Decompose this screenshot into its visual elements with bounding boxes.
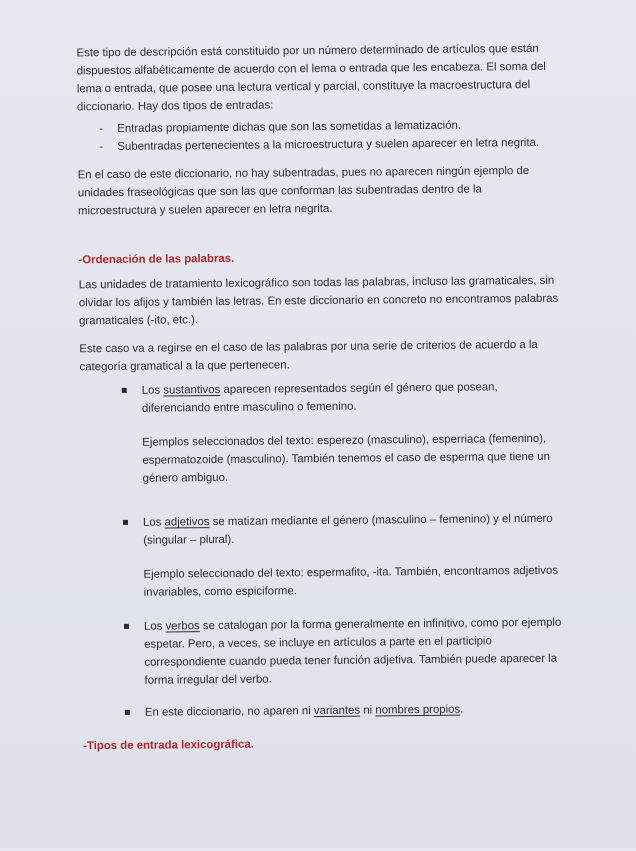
criteria-list bbox=[80, 378, 563, 723]
underlined-term: adjetivos bbox=[164, 516, 210, 529]
criteria-text: Los sustantivos aparecen representados según el género que posean, diferenciando entre masculino o femenino. bbox=[141, 381, 498, 415]
underlined-term: sustantivos bbox=[163, 383, 221, 397]
criteria-text: En este diccionario, no aparen ni variantes ni nombres propios. bbox=[144, 703, 464, 719]
criteria-item-adjetivos bbox=[121, 510, 562, 602]
intro-closing-paragraph: En el caso de este diccionario, no hay subentradas, pues no aparecen ningún ejemplo de unidades fraseológicas que son las que conforman las subentradas dentro de la microestructura y suelen aparecer en letra negrita. bbox=[77, 164, 530, 218]
underlined-term: verbos bbox=[165, 620, 200, 633]
criteria-item-sustantivos bbox=[120, 378, 561, 488]
section-heading: -Tipos de entrada lexicográfica. bbox=[83, 738, 254, 753]
intro-section bbox=[76, 40, 558, 221]
ordenacion-paragraph-2: Este caso va a regirse en el caso de las palabras por una serie de criterios de acuerdo a la categoría gramatical a la que pertenecen. bbox=[79, 338, 538, 374]
criteria-example: Ejemplos seleccionados del texto: esperezo (masculino), esperriaca (femenino), espermatozoide (masculino). También tenemos el caso de esperma que tiene un género ambiguo. bbox=[142, 432, 551, 485]
criteria-text: Los adjetivos se matizan mediante el género (masculino – femenino) y el número (singular – plural). bbox=[142, 512, 553, 547]
list-item: - Subentradas pertenecientes a la microestructura y suelen aparecer en letra negrita. bbox=[99, 134, 557, 156]
criteria-item-otros bbox=[123, 700, 563, 722]
section-heading: -Ordenación de las palabras. bbox=[78, 252, 235, 267]
criteria-example: Ejemplo seleccionado del texto: espermafito, -ita. También, encontramos adjetivos invariables, como espiciforme. bbox=[143, 564, 559, 599]
underlined-term: variantes bbox=[313, 704, 361, 718]
ordenacion-section bbox=[78, 250, 562, 723]
criteria-item-verbos bbox=[122, 614, 563, 690]
intro-paragraph: Este tipo de descripción está constituido por un número determinado de artículos que están dispuestos alfabéticamente de acuerdo con el lema o entrada que les encabeza. El soma del lema o entrada, que posee una lectura vertical y parcial, constituye la macroestructura del diccionario. Hay dos tipos de entradas: bbox=[76, 42, 546, 114]
underlined-term: nombres propios bbox=[375, 703, 461, 717]
entry-types-list bbox=[77, 116, 557, 157]
criteria-text: Los verbos se catalogan por la forma generalmente en infinitivo, como por ejemplo espetar. Pero, a veces, se incluye en artículos a parte en el participio correspondiente cuando pueda tener función adjetiva. También puede aparecer la forma irregular del verbo. bbox=[143, 616, 562, 687]
ordenacion-paragraph-1: Las unidades de tratamiento lexicográfico son todas las palabras, incluso las gramaticales, sin olvidar los afijos y también las letras. En este diccionario en concreto no encontramos palabras gramaticales (-ito, etc.). bbox=[78, 274, 559, 328]
tipos-section bbox=[83, 736, 563, 753]
list-item: - Entradas propiamente dichas que son las sometidas a lematización. bbox=[99, 116, 557, 138]
